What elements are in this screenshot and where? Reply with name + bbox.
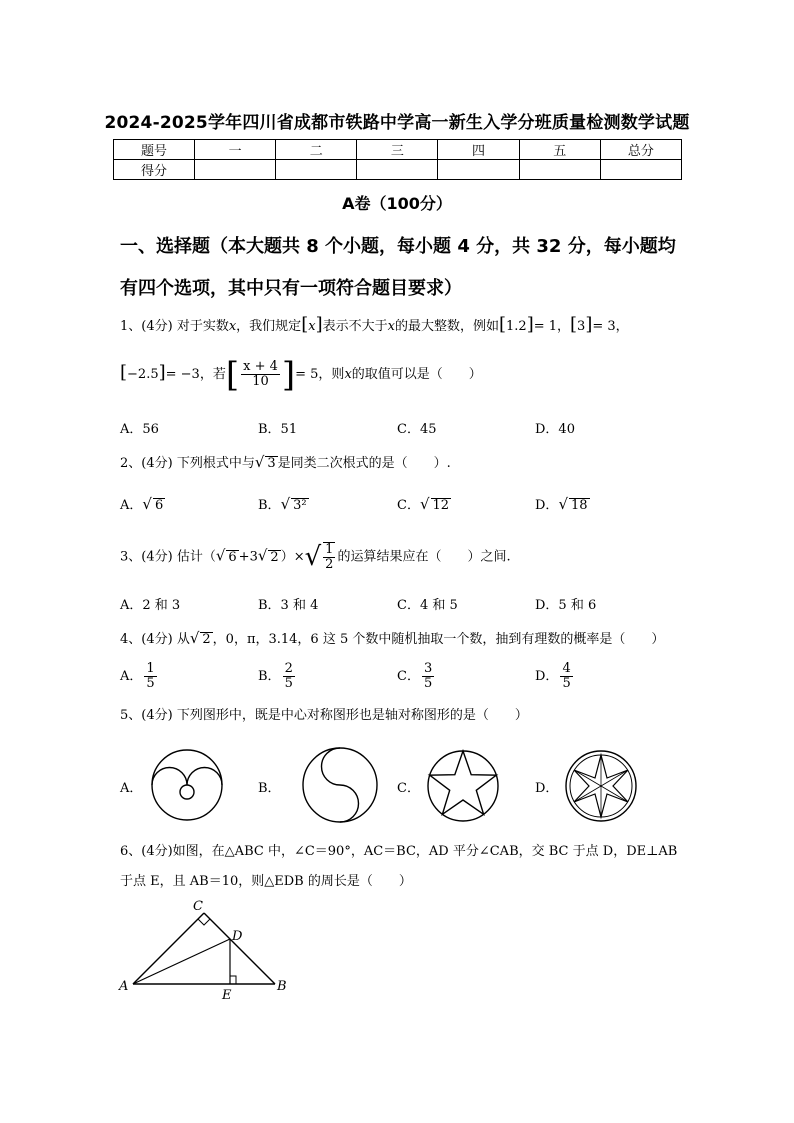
exam-title: 2024-2025学年四川省成都市铁路中学高一新生入学分班质量检测数学试题 [104, 113, 690, 133]
label-b: B [277, 979, 287, 994]
question-3-fraction: $\frac{1}{2}$ [325, 542, 334, 572]
question-4-option-d[interactable]: D． $\frac{4}{5}$ [535, 661, 571, 691]
score-row-label: 得分 [114, 160, 195, 180]
question-2-option-a[interactable]: A．√ 6 [120, 495, 164, 513]
score-header-cell: 五 [519, 140, 600, 160]
figure-c-star-in-circle[interactable] [425, 748, 501, 824]
question-5-option-c-label[interactable]: C． [397, 781, 420, 796]
score-header-cell: 总分 [600, 140, 681, 160]
triangle-figure [115, 895, 295, 1005]
question-1-line2: [−2.5]= −3，若[ $\frac{x + 4}{10}$ ]= 5，则x的取值可以是（ ） [120, 354, 482, 395]
question-4-text: 4、(4分) 从√ 2 ，0，π，3.14，6 这 5 个数中随机抽取一个数，抽到有理数的概率是（ ） [120, 629, 665, 647]
figure-a-circle-with-arcs[interactable] [150, 748, 224, 822]
question-3-option-d[interactable]: D．5 和 6 [535, 598, 597, 613]
question-1-option-a[interactable]: A．56 [120, 422, 159, 437]
label-d: D [232, 929, 243, 944]
question-3-option-c[interactable]: C．4 和 5 [397, 598, 458, 613]
label-c: C [193, 899, 203, 914]
question-5-option-a-label[interactable]: A． [120, 781, 143, 796]
question-5-option-d-label[interactable]: D． [535, 781, 559, 796]
score-header-cell: 题号 [114, 140, 195, 160]
question-1-option-b[interactable]: B．51 [258, 422, 298, 437]
question-1-fraction: $\frac{x + 4}{10}$ [243, 359, 278, 389]
question-3-text: 3、(4分) 估计（√ 6 +3√ 2 ）×√ $\frac{1}{2}$ 的运算结果应在（ ）之间. [120, 542, 511, 572]
score-cell[interactable] [600, 160, 681, 180]
question-2-option-c[interactable]: C．√ 12 [397, 495, 450, 513]
question-1-option-d[interactable]: D．40 [535, 422, 575, 437]
figure-b-yin-yang[interactable] [300, 745, 380, 825]
label-a: A [119, 979, 129, 994]
question-4-option-b[interactable]: B． $\frac{2}{5}$ [258, 661, 293, 691]
score-table-header-row [114, 140, 682, 160]
section-heading-line1: 一、选择题（本大题共 8 个小题，每小题 4 分，共 32 分，每小题均 [120, 236, 676, 257]
question-1-line1: 1、(4分) 对于实数x，我们规定[x]表示不大于x的最大整数，例如[1.2]= 1，[3]= 3， [120, 314, 629, 335]
score-header-cell: 三 [357, 140, 438, 160]
score-header-cell: 四 [438, 140, 519, 160]
score-table-score-row [114, 160, 682, 180]
question-4-option-a[interactable]: A． $\frac{1}{5}$ [120, 661, 155, 691]
score-table [113, 139, 682, 180]
question-2-option-d[interactable]: D．√ 18 [535, 495, 588, 513]
question-5-text: 5、(4分) 下列图形中，既是中心对称图形也是轴对称图形的是（ ） [120, 708, 528, 723]
question-2-option-b[interactable]: B．√ 3² [258, 495, 307, 513]
question-4-option-c[interactable]: C． $\frac{3}{5}$ [397, 661, 433, 691]
question-6-line1: 6、(4分)如图，在△ABC 中，∠C＝90°，AC＝BC，AD 平分∠CAB，交 BC 于点 D，DE⊥AB [120, 844, 678, 859]
question-3-option-b[interactable]: B．3 和 4 [258, 598, 319, 613]
question-6-line2: 于点 E，且 AB＝10，则△EDB 的周长是（ ） [120, 874, 412, 889]
question-1-option-c[interactable]: C．45 [397, 422, 437, 437]
label-e: E [222, 988, 232, 1003]
volume-heading: A卷（100分） [342, 194, 452, 213]
score-cell[interactable] [357, 160, 438, 180]
score-header-cell: 一 [195, 140, 276, 160]
question-2-text: 2、(4分) 下列根式中与√ 3 是同类二次根式的是（ ）. [120, 453, 451, 471]
section-heading-line2: 有四个选项，其中只有一项符合题目要求） [120, 278, 462, 299]
score-cell[interactable] [519, 160, 600, 180]
figure-d-flower-star[interactable] [563, 748, 639, 824]
score-cell[interactable] [276, 160, 357, 180]
score-cell[interactable] [195, 160, 276, 180]
question-3-option-a[interactable]: A．2 和 3 [120, 598, 181, 613]
score-cell[interactable] [438, 160, 519, 180]
score-header-cell: 二 [276, 140, 357, 160]
question-5-option-b-label[interactable]: B． [258, 781, 281, 796]
